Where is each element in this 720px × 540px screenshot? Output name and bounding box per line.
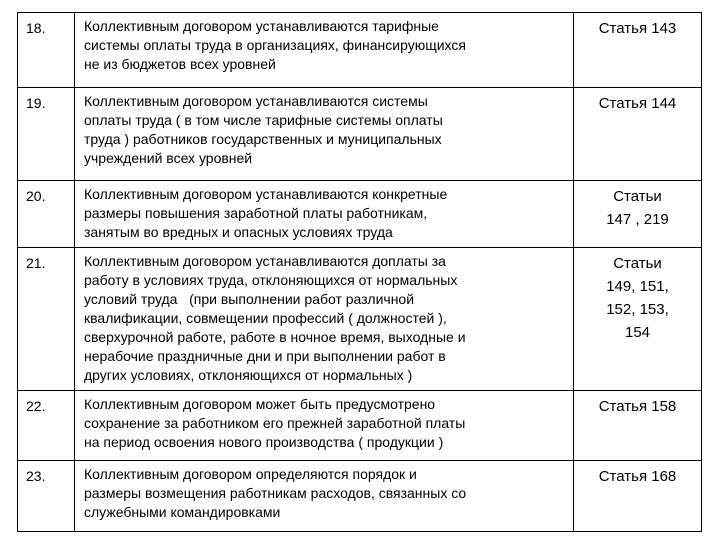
description-line: занятым во вредных и опасных условиях труда	[84, 224, 393, 240]
description-line: системы оплаты труда в организациях, финансирующихся	[84, 37, 466, 53]
row-description	[75, 461, 574, 532]
description-line: Коллективным договором устанавливаются доплаты за	[84, 253, 446, 269]
table-row	[18, 88, 702, 181]
description-line: на период освоения нового производства ( продукции )	[84, 434, 444, 450]
description-line: не из бюджетов всех уровней	[84, 56, 276, 72]
description-line: оплаты труда ( в том числе тарифные системы оплаты	[84, 112, 443, 128]
description-line: Коллективным договором определяются порядок и	[84, 466, 417, 482]
description-line: квалификации, совмещении профессий ( должностей ),	[84, 310, 447, 326]
row-description	[75, 181, 574, 248]
article-reference-line: Статья 143	[598, 20, 677, 37]
row-number: 22.	[18, 391, 75, 461]
row-number: 19.	[18, 88, 75, 181]
row-description	[75, 391, 574, 461]
row-number: 23.	[18, 461, 75, 532]
table-row	[18, 13, 702, 88]
description-line: сохранение за работником его прежней заработной платы	[84, 415, 466, 431]
row-number: 20.	[18, 181, 75, 248]
articles-table	[17, 12, 702, 532]
article-reference-line: 149, 151,	[606, 278, 669, 295]
row-article-reference	[574, 88, 702, 181]
description-line: Коллективным договором устанавливаются системы	[84, 93, 428, 109]
description-line: размеры возмещения работникам расходов, связанных со	[84, 485, 467, 501]
row-article-reference	[574, 461, 702, 532]
table-row	[18, 461, 702, 532]
article-reference-line: Статьи	[613, 188, 662, 205]
article-reference-line: Статьи	[613, 255, 662, 272]
row-description	[75, 13, 574, 88]
table-row	[18, 248, 702, 391]
article-reference-line: Статья 158	[598, 398, 677, 415]
description-line: работу в условиях труда, отклоняющихся от нормальных	[84, 272, 458, 288]
table-row	[18, 391, 702, 461]
article-reference-line: Статья 168	[598, 468, 677, 485]
row-article-reference	[574, 13, 702, 88]
row-article-reference	[574, 391, 702, 461]
article-reference-line: Статья 144	[598, 95, 677, 112]
row-article-reference	[574, 181, 702, 248]
description-line: учреждений всех уровней	[84, 150, 253, 166]
description-line: труда ) работников государственных и муниципальных	[84, 131, 442, 147]
description-line: размеры повышения заработной платы работникам,	[84, 205, 428, 221]
article-reference-line: 147 , 219	[606, 211, 669, 228]
description-line: других условиях, отклоняющихся от нормальных )	[84, 367, 413, 383]
row-number: 21.	[18, 248, 75, 391]
description-line: Коллективным договором устанавливаются тарифные	[84, 18, 439, 34]
article-reference-line: 154	[624, 324, 651, 341]
description-line: нерабочие праздничные дни и при выполнении работ в	[84, 348, 446, 364]
description-line: Коллективным договором устанавливаются конкретные	[84, 186, 448, 202]
article-reference-line: 152, 153,	[606, 301, 669, 318]
row-article-reference	[574, 248, 702, 391]
row-description	[75, 248, 574, 391]
row-description	[75, 88, 574, 181]
description-line: Коллективным договором может быть предусмотрено	[84, 396, 436, 412]
table-row	[18, 181, 702, 248]
description-line: условий труда (при выполнении работ различной	[84, 291, 415, 307]
description-line: служебными командировками	[84, 504, 281, 520]
row-number: 18.	[18, 13, 75, 88]
description-line: сверхурочной работе, работе в ночное время, выходные и	[84, 329, 466, 345]
